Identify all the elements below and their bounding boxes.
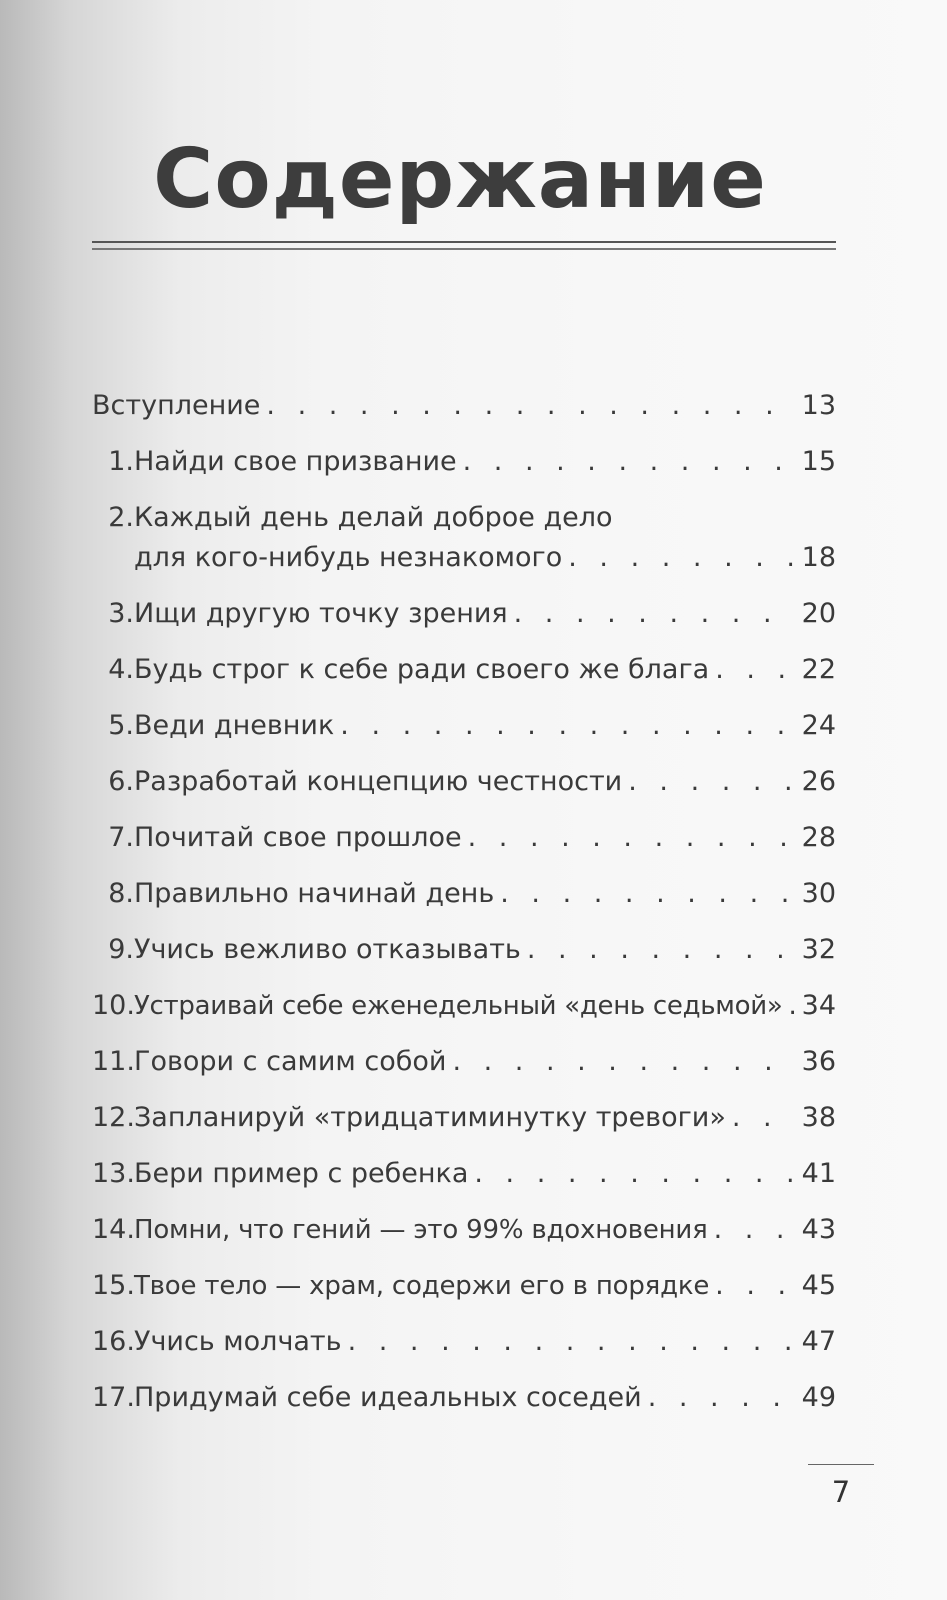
toc-entry-intro[interactable] [92, 378, 836, 434]
toc-entry-title: Учись вежливо отказывать [134, 934, 521, 965]
toc-entry-title: Запланируй «тридцатиминутку тревоги» [134, 1102, 726, 1133]
toc-entry-page: 22 [801, 654, 836, 685]
dot-leader [340, 698, 794, 754]
toc-entry-number: 4. [108, 654, 134, 685]
toc-entry-page: 32 [801, 934, 836, 965]
toc-entry-number: 9. [108, 934, 134, 965]
toc-entry-number: 15. [92, 1270, 135, 1301]
dot-leader [266, 378, 794, 434]
toc-entry-page: 15 [801, 446, 836, 477]
toc-entry-title: Веди дневник [134, 710, 335, 741]
toc-entry[interactable] [92, 642, 836, 698]
toc-entry-page: 28 [801, 822, 836, 853]
toc-entry-number: 1. [108, 446, 134, 477]
toc-entry-title: Учись молчать [134, 1326, 342, 1357]
toc-entry[interactable] [92, 1034, 836, 1090]
toc-entry-page: 43 [801, 1214, 836, 1245]
toc-entry-number: 2. [108, 502, 134, 533]
toc-entry-title: для кого-нибудь незнакомого [134, 542, 563, 573]
toc-entry-page: 49 [801, 1382, 836, 1413]
toc-entry[interactable] [92, 866, 836, 922]
toc-entry-page: 24 [801, 710, 836, 741]
toc-entry-number: 17. [92, 1382, 135, 1413]
page-number: 7 [831, 1475, 851, 1509]
dot-leader [348, 1314, 794, 1370]
dot-leader [468, 810, 794, 866]
toc-entry[interactable] [92, 490, 836, 586]
page-title: Содержание [153, 132, 767, 227]
toc-entry-number: 11. [92, 1046, 135, 1077]
dot-leader [788, 978, 794, 1034]
toc-entry-title: Ищи другую точку зрения [134, 598, 508, 629]
footer-rule [808, 1464, 874, 1465]
toc-entry-page: 20 [801, 598, 836, 629]
dot-leader [527, 922, 794, 978]
toc-entry-number: 7. [108, 822, 134, 853]
toc-entry[interactable] [92, 1258, 836, 1314]
toc-entry-number: 8. [108, 878, 134, 909]
toc-entry[interactable] [92, 754, 836, 810]
toc-entry[interactable] [92, 1202, 836, 1258]
toc-entry-number: 10. [92, 990, 135, 1021]
dot-leader [715, 1258, 794, 1314]
toc-entry[interactable] [92, 1370, 836, 1426]
toc-entry-page: 41 [801, 1158, 836, 1189]
dot-leader [628, 754, 794, 810]
toc-entry-number: 6. [108, 766, 134, 797]
dot-leader [452, 1034, 794, 1090]
toc-entry[interactable] [92, 922, 836, 978]
toc-entry-title: Твое тело — храм, содержи его в порядке [134, 1271, 710, 1301]
toc-entry-number: 3. [108, 598, 134, 629]
dot-leader [568, 530, 794, 586]
toc-entry-title: Почитай свое прошлое [134, 822, 462, 853]
table-of-contents [92, 378, 836, 1426]
toc-entry[interactable] [92, 1314, 836, 1370]
dot-leader [514, 586, 794, 642]
toc-entry-number: 5. [108, 710, 134, 741]
toc-entry-number: 14. [92, 1214, 135, 1245]
toc-entry-title: Будь строг к себе ради своего же блага [134, 654, 710, 685]
toc-entry-title: Устраивай себе еженедельный «день седьмой» [134, 991, 783, 1021]
toc-entry-title: Найди свое призвание [134, 446, 457, 477]
toc-entry-page: 26 [801, 766, 836, 797]
toc-entry-page: 36 [801, 1046, 836, 1077]
toc-entry-title: Помни, что гений — это 99% вдохновения [134, 1215, 708, 1245]
title-double-rule [92, 241, 836, 250]
toc-entry-title: Вступление [92, 390, 261, 421]
toc-entry[interactable] [92, 978, 836, 1034]
toc-entry-number: 12. [92, 1102, 135, 1133]
toc-entry-page: 18 [801, 542, 836, 573]
dot-leader [714, 1202, 794, 1258]
toc-entry-title: Говори с самим собой [134, 1046, 447, 1077]
toc-entry-number: 13. [92, 1158, 135, 1189]
toc-entry-title: Правильно начинай день [134, 878, 495, 909]
dot-leader [648, 1370, 794, 1426]
dot-leader [732, 1090, 794, 1146]
toc-entry[interactable] [92, 810, 836, 866]
dot-leader [474, 1146, 794, 1202]
toc-entry-page: 45 [801, 1270, 836, 1301]
toc-entry-page: 38 [801, 1102, 836, 1133]
toc-entry-title: Бери пример с ребенка [134, 1158, 469, 1189]
toc-entry[interactable] [92, 1146, 836, 1202]
toc-entry-title: Придумай себе идеальных соседей [134, 1382, 642, 1413]
toc-entry-page: 47 [801, 1326, 836, 1357]
toc-entry[interactable] [92, 1090, 836, 1146]
toc-entry[interactable] [92, 586, 836, 642]
toc-entry-page: 30 [801, 878, 836, 909]
toc-entry-title-line1: Каждый день делай доброе дело [134, 502, 613, 533]
toc-entry-title: Разработай концепцию честности [134, 766, 623, 797]
dot-leader [500, 866, 794, 922]
toc-entry-number: 16. [92, 1326, 135, 1357]
toc-entry[interactable] [92, 434, 836, 490]
toc-entry-page: 13 [801, 390, 836, 421]
dot-leader [463, 434, 794, 490]
dot-leader [715, 642, 794, 698]
toc-entry-page: 34 [801, 990, 836, 1021]
toc-entry[interactable] [92, 698, 836, 754]
